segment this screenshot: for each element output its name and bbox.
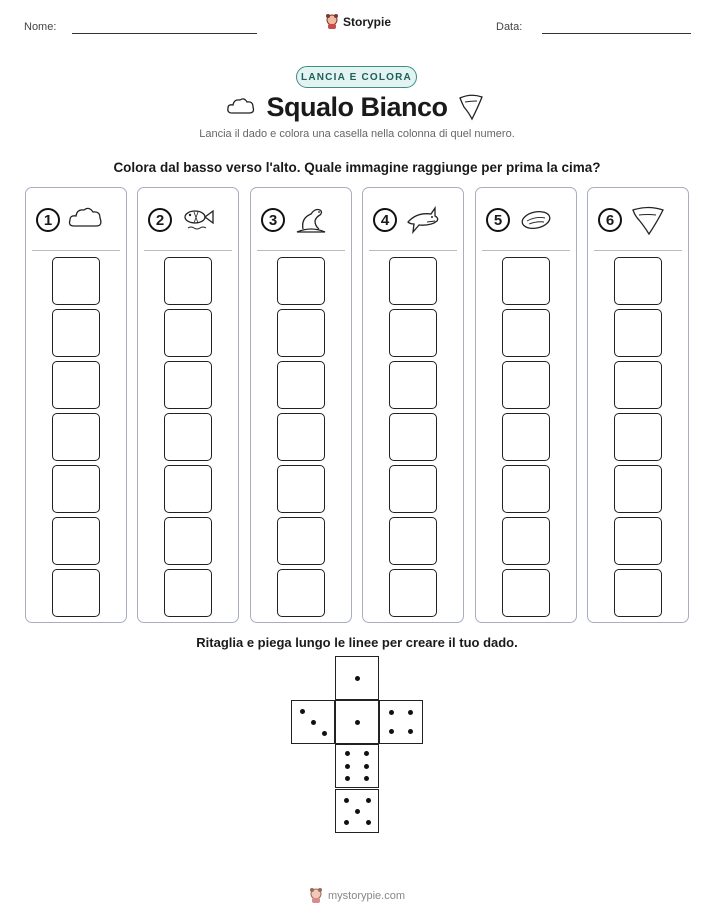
color-box[interactable] bbox=[389, 569, 437, 617]
page-title: Squalo Bianco bbox=[266, 92, 448, 122]
color-box[interactable] bbox=[277, 569, 325, 617]
color-box[interactable] bbox=[502, 257, 550, 305]
column-divider bbox=[257, 250, 345, 251]
color-box[interactable] bbox=[502, 517, 550, 565]
column-divider bbox=[144, 250, 232, 251]
column-2 bbox=[137, 187, 239, 623]
color-box[interactable] bbox=[277, 257, 325, 305]
name-label: Nome: bbox=[24, 21, 57, 33]
color-box[interactable] bbox=[614, 361, 662, 409]
color-box[interactable] bbox=[277, 309, 325, 357]
die-pip bbox=[311, 720, 316, 725]
color-box[interactable] bbox=[614, 569, 662, 617]
color-box[interactable] bbox=[389, 361, 437, 409]
color-box[interactable] bbox=[389, 413, 437, 461]
color-box[interactable] bbox=[277, 361, 325, 409]
page-subtitle: Lancia il dado e colora una casella nella colonna di quel numero. bbox=[199, 128, 515, 140]
color-box[interactable] bbox=[277, 413, 325, 461]
die-pip bbox=[345, 751, 350, 756]
storypie-mascot-icon bbox=[325, 14, 339, 30]
die-pip bbox=[344, 798, 349, 803]
color-box[interactable] bbox=[52, 517, 100, 565]
column-header bbox=[261, 204, 329, 236]
color-box[interactable] bbox=[52, 569, 100, 617]
sea-lion-icon bbox=[293, 204, 329, 236]
color-box[interactable] bbox=[164, 413, 212, 461]
color-box[interactable] bbox=[164, 517, 212, 565]
die-face-6 bbox=[335, 744, 379, 788]
column-4 bbox=[362, 187, 464, 623]
die-number: 3 bbox=[261, 208, 285, 232]
seaweed-icon bbox=[518, 204, 554, 236]
color-box[interactable] bbox=[389, 257, 437, 305]
column-5 bbox=[475, 187, 577, 623]
color-box[interactable] bbox=[502, 361, 550, 409]
coloring-instruction: Colora dal basso verso l'alto. Quale immagine raggiunge per prima la cima? bbox=[113, 160, 601, 175]
color-box[interactable] bbox=[52, 413, 100, 461]
color-box[interactable] bbox=[164, 465, 212, 513]
footer bbox=[0, 888, 714, 904]
date-label: Data: bbox=[496, 21, 523, 33]
column-divider bbox=[32, 250, 120, 251]
color-box[interactable] bbox=[52, 465, 100, 513]
die-pip bbox=[355, 720, 360, 725]
die-pip bbox=[345, 764, 350, 769]
color-box[interactable] bbox=[389, 465, 437, 513]
column-header bbox=[486, 204, 554, 236]
die-pip bbox=[345, 776, 350, 781]
color-box[interactable] bbox=[502, 413, 550, 461]
color-box[interactable] bbox=[164, 257, 212, 305]
die-pip bbox=[364, 776, 369, 781]
color-box[interactable] bbox=[164, 569, 212, 617]
color-box[interactable] bbox=[52, 361, 100, 409]
column-header bbox=[598, 204, 666, 236]
die-face-3 bbox=[291, 700, 335, 744]
color-box[interactable] bbox=[614, 517, 662, 565]
fish-icon bbox=[180, 204, 216, 236]
die-face-5 bbox=[335, 789, 379, 833]
color-box[interactable] bbox=[164, 361, 212, 409]
storypie-mascot-icon bbox=[309, 888, 323, 904]
shark-icon bbox=[405, 204, 441, 236]
color-box[interactable] bbox=[164, 309, 212, 357]
cloud-icon bbox=[68, 204, 104, 236]
column-divider bbox=[482, 250, 570, 251]
column-6 bbox=[587, 187, 689, 623]
shark-tooth-icon bbox=[630, 204, 666, 236]
die-pip bbox=[408, 710, 413, 715]
die-face-1 bbox=[335, 656, 379, 700]
die-pip bbox=[322, 731, 327, 736]
column-divider bbox=[594, 250, 682, 251]
color-box[interactable] bbox=[389, 517, 437, 565]
column-divider bbox=[369, 250, 457, 251]
color-box[interactable] bbox=[277, 517, 325, 565]
die-number: 4 bbox=[373, 208, 397, 232]
footer-url: mystorypie.com bbox=[327, 890, 406, 902]
die-face-4 bbox=[379, 700, 423, 744]
die-pip bbox=[364, 751, 369, 756]
color-box[interactable] bbox=[502, 309, 550, 357]
die-pip bbox=[355, 676, 360, 681]
column-1 bbox=[25, 187, 127, 623]
die-instruction: Ritaglia e piega lungo le linee per creare il tuo dado. bbox=[196, 635, 518, 650]
color-box[interactable] bbox=[502, 465, 550, 513]
die-number: 2 bbox=[148, 208, 172, 232]
color-box[interactable] bbox=[277, 465, 325, 513]
color-box[interactable] bbox=[502, 569, 550, 617]
date-line bbox=[542, 33, 691, 34]
color-box[interactable] bbox=[52, 257, 100, 305]
die-pip bbox=[366, 820, 371, 825]
die-pip bbox=[389, 710, 394, 715]
die-pip bbox=[389, 729, 394, 734]
column-3 bbox=[250, 187, 352, 623]
color-box[interactable] bbox=[614, 257, 662, 305]
color-box[interactable] bbox=[614, 465, 662, 513]
shark-tooth-title-icon bbox=[458, 93, 484, 121]
column-header bbox=[36, 204, 104, 236]
column-header bbox=[373, 204, 441, 236]
die-pip bbox=[408, 729, 413, 734]
activity-badge: LANCIA E COLORA bbox=[296, 66, 417, 88]
die-pip bbox=[355, 809, 360, 814]
color-box[interactable] bbox=[614, 309, 662, 357]
column-header bbox=[148, 204, 216, 236]
die-number: 6 bbox=[598, 208, 622, 232]
die-pip bbox=[344, 820, 349, 825]
die-pip bbox=[366, 798, 371, 803]
die-number: 1 bbox=[36, 208, 60, 232]
die-number: 5 bbox=[486, 208, 510, 232]
die-face-1 bbox=[335, 700, 379, 744]
brand-logo bbox=[325, 14, 391, 30]
color-box[interactable] bbox=[52, 309, 100, 357]
die-pip bbox=[364, 764, 369, 769]
brand-name: Storypie bbox=[343, 15, 392, 29]
die-pip bbox=[300, 709, 305, 714]
name-line bbox=[72, 33, 257, 34]
color-box[interactable] bbox=[614, 413, 662, 461]
color-box[interactable] bbox=[389, 309, 437, 357]
